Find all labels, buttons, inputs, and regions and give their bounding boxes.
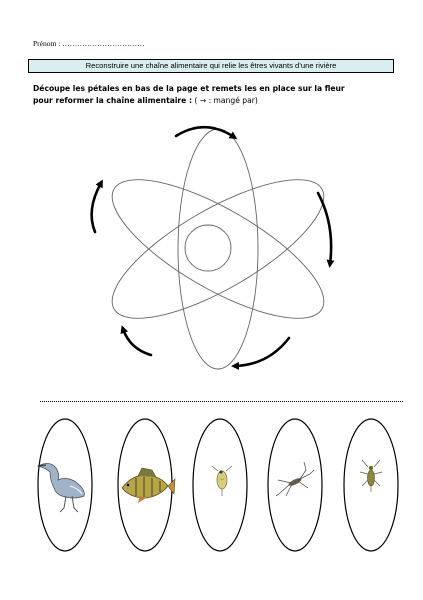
instruction-line-2: pour reformer la chaîne alimentaire : <box>33 96 192 105</box>
petal-outline[interactable] <box>94 154 342 343</box>
arrow-right-top <box>318 193 331 264</box>
heron-icon <box>38 463 84 512</box>
arrow-bottom-left <box>123 329 151 355</box>
cut-line <box>40 401 403 402</box>
petal-card-4[interactable] <box>268 419 322 551</box>
larva-insect-icon <box>360 460 382 492</box>
instruction-legend: ( → : mangé par) <box>192 96 258 105</box>
flower-center[interactable] <box>185 225 231 271</box>
worksheet-title: Reconstruire une chaîne alimentaire qui relie les êtres vivants d’une rivière <box>28 59 394 73</box>
water-flea-icon <box>212 466 232 496</box>
petal-outline[interactable] <box>178 129 258 369</box>
prenom-field: Prénom : …………………………… <box>33 39 145 48</box>
perch-fish-icon <box>122 468 175 503</box>
arrow-left <box>92 183 101 232</box>
instruction-line-1: Découpe les pétales en bas de la page et remets les en place sur la fleur <box>33 84 345 93</box>
petal-outline[interactable] <box>94 154 342 343</box>
water-strider-icon <box>276 462 314 496</box>
